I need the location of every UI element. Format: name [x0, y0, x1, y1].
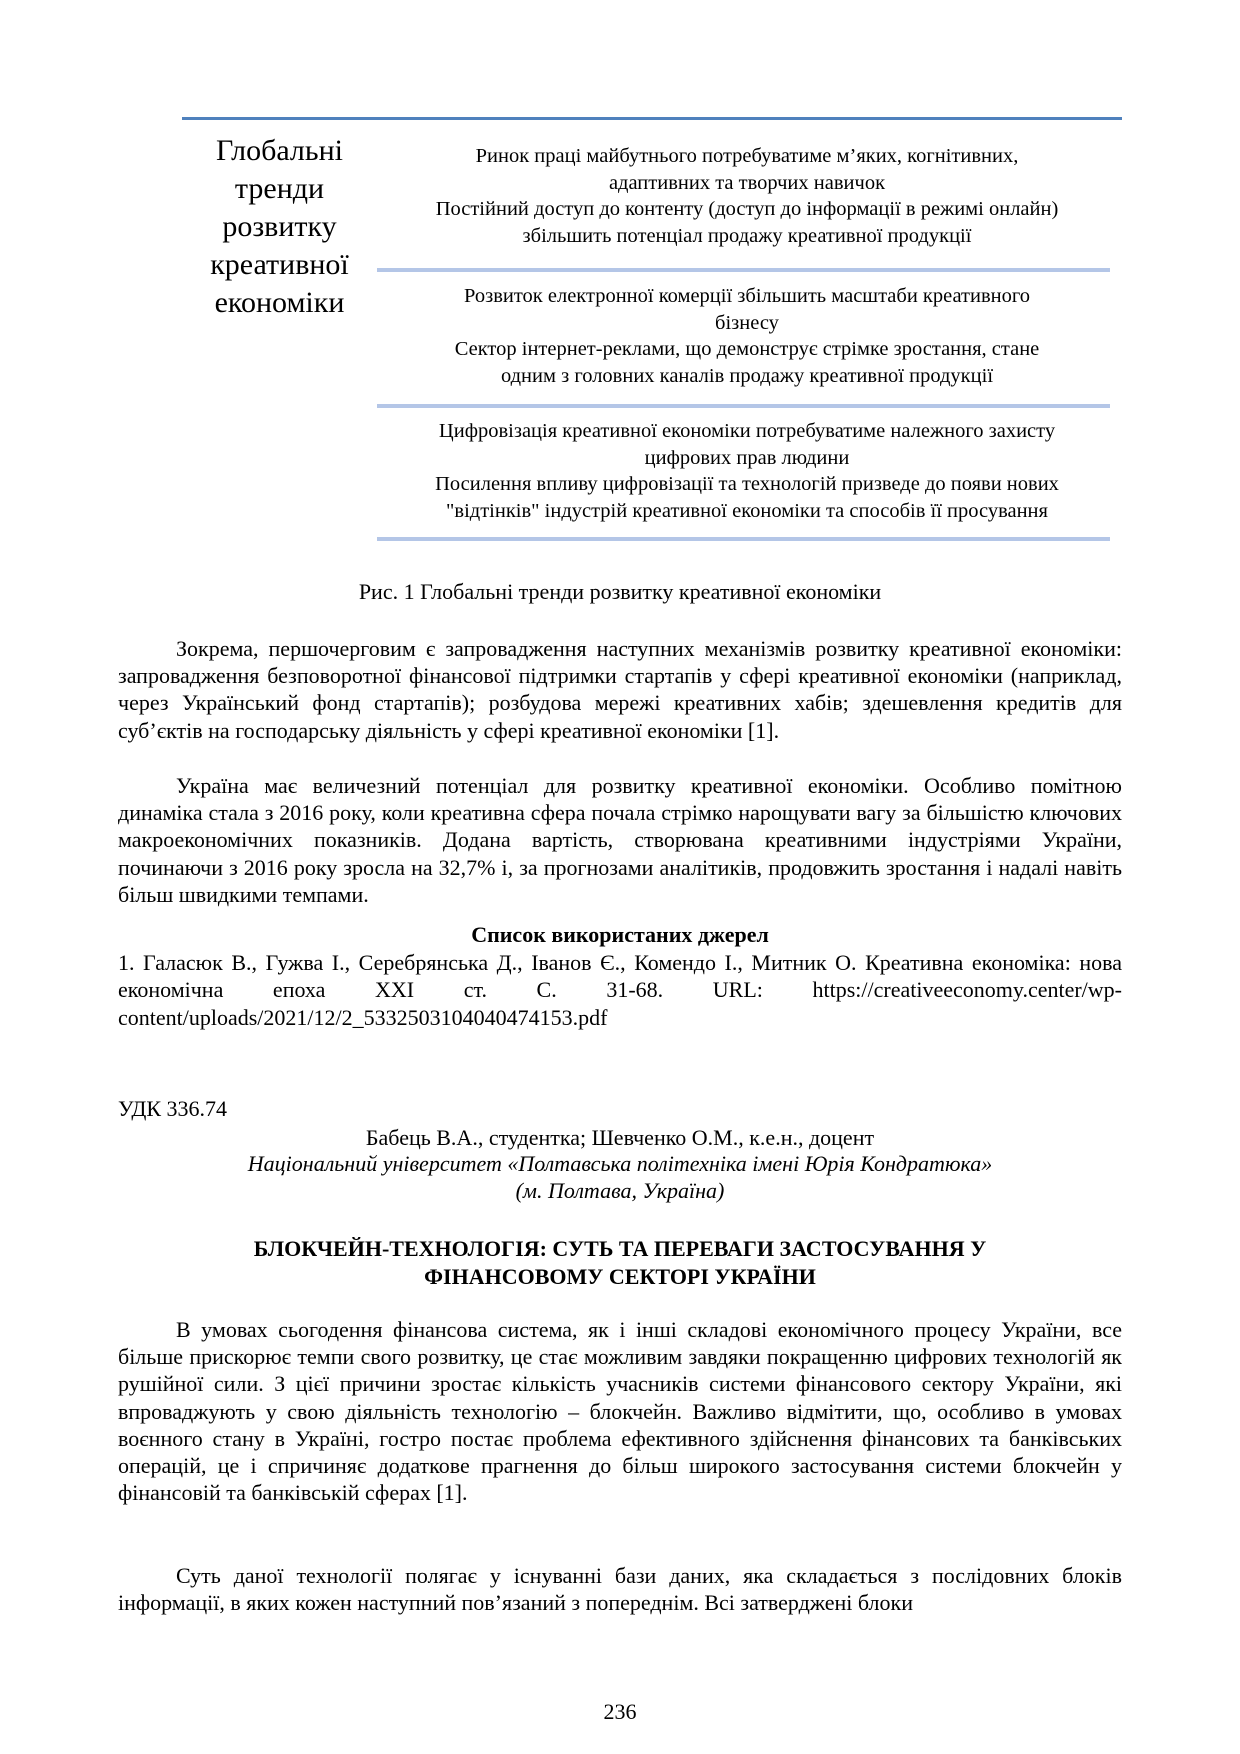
authors-line: Бабець В.А., студентка; Шевченко О.М., к.е.н., доцент — [365, 1125, 875, 1150]
trend-line: Розвиток електронної комерції збільшить масштаби креативного — [463, 285, 1031, 307]
article1-paragraph-1: Зокрема, першочерговим є запровадження наступних механізмів розвитку креативної економіки: запровадження безповоротної фінансової підтримки стартапів у сфері креативної економіки (наприклад, через Український фонд стартапів); розбудова мережі креативних хабів; здешевлення кредитів для суб’єктів на господарську діяльність у сфері креативної економіки [1]. — [118, 636, 1122, 743]
article2-paragraph-1: В умовах сьогодення фінансова система, як і інші складові економічного процесу України, все більше прискорює темпи свого розвитку, це стає можливим завдяки покращенню цифрових технологій як рушійної сили. З цієї причини зростає кількість учасників системи фінансового сектору України, які впроваджують у свою діяльність технологію – блокчейн. Важливо відмітити, що, особливо в умовах воєнного стану в Україні, гостро постає проблема ефективного здійснення фінансових та банківських операцій, це і спричиняє додаткове прагнення до більш широкого застосування системи блокчейн у фінансовій та банківській сферах [1]. — [118, 1317, 1122, 1506]
trend-line: Постійний доступ до контенту (доступ до інформації в режимі онлайн) — [435, 198, 1059, 220]
trend-separator — [377, 537, 1110, 541]
article-title-line: ФІНАНСОВОМУ СЕКТОРІ УКРАЇНИ — [424, 1264, 816, 1289]
trend-block-1 — [377, 143, 1117, 249]
trend-line: Сектор інтернет-реклами, що демонструє стрімке зростання, стане — [454, 338, 1040, 360]
location-line: (м. Полтава, Україна) — [515, 1178, 725, 1203]
page-number: 236 — [603, 1699, 637, 1724]
udk-code: УДК 336.74 — [118, 1096, 228, 1121]
trend-line: Ринок праці майбутнього потребуватиме м’яких, когнітивних, — [475, 145, 1019, 167]
article2-paragraph-2: Суть даної технології полягає у існуванні бази даних, яка складається з послідовних блоків інформації, в яких кожен наступний пов’язаний з попереднім. Всі затверджені блоки — [118, 1563, 1122, 1616]
figure-top-line — [182, 117, 1122, 120]
figure-title-line: розвитку — [222, 210, 337, 243]
references-heading: Список використаних джерел — [471, 922, 769, 947]
trend-line: одним з головних каналів продажу креативної продукції — [500, 364, 994, 387]
trends-figure — [182, 0, 1122, 560]
trend-line: Цифровізація креативної економіки потребуватиме належного захисту — [438, 420, 1056, 442]
article-title — [0, 1235, 1240, 1291]
article1-paragraph-2: Україна має величезний потенціал для розвитку креативної економіки. Особливо помітною динаміка стала з 2016 року, коли креативна сфера почала стрімко нарощувати вагу за більшістю ключових макроекономічних показників. Додана вартість, створювана креативними індустріями України, починаючи з 2016 року зросла на 32,7% і, за прогнозами аналітиків, продовжить зростання і надалі навіть більш швидкими темпами. — [118, 773, 1122, 907]
figure-title-line: економіки — [214, 286, 345, 319]
figure-title-line: креативної — [210, 248, 349, 281]
figure-caption: Рис. 1 Глобальні тренди розвитку креативної економіки — [358, 579, 882, 604]
reference-item: 1. Галасюк В., Гужва І., Серебрянська Д., Іванов Є., Комендо І., Митник О. Креативна економіка: нова економічна епоха XXI ст. С. 31-68. URL: https://creativeeconomy.center/wp-content/uploads/2021/12/2_5332503104040474153.pdf — [118, 950, 1122, 1030]
trend-block-3 — [377, 418, 1117, 524]
trend-separator — [377, 268, 1110, 272]
trend-line: цифрових прав людини — [644, 446, 850, 469]
trend-line: Посилення впливу цифровізації та технологій призведе до появи нових — [435, 473, 1059, 495]
trend-line: бізнесу — [715, 311, 779, 334]
figure-title — [182, 132, 377, 322]
affiliation-line: Національний університет «Полтавська політехніка імені Юрія Кондратюка» — [247, 1151, 993, 1176]
trend-line: "відтінків" індустрій креативної економіки та способів її просування — [446, 499, 1048, 522]
article-title-line: БЛОКЧЕЙН-ТЕХНОЛОГІЯ: СУТЬ ТА ПЕРЕВАГИ ЗАСТОСУВАННЯ У — [253, 1236, 987, 1261]
figure-title-line: тренди — [234, 172, 325, 205]
trend-line: адаптивних та творчих навичок — [608, 171, 886, 194]
figure-title-line: Глобальні — [216, 134, 343, 167]
trend-block-2 — [377, 283, 1117, 389]
trend-separator — [377, 404, 1110, 408]
trend-line: збільшить потенціал продажу креативної продукції — [522, 224, 972, 247]
